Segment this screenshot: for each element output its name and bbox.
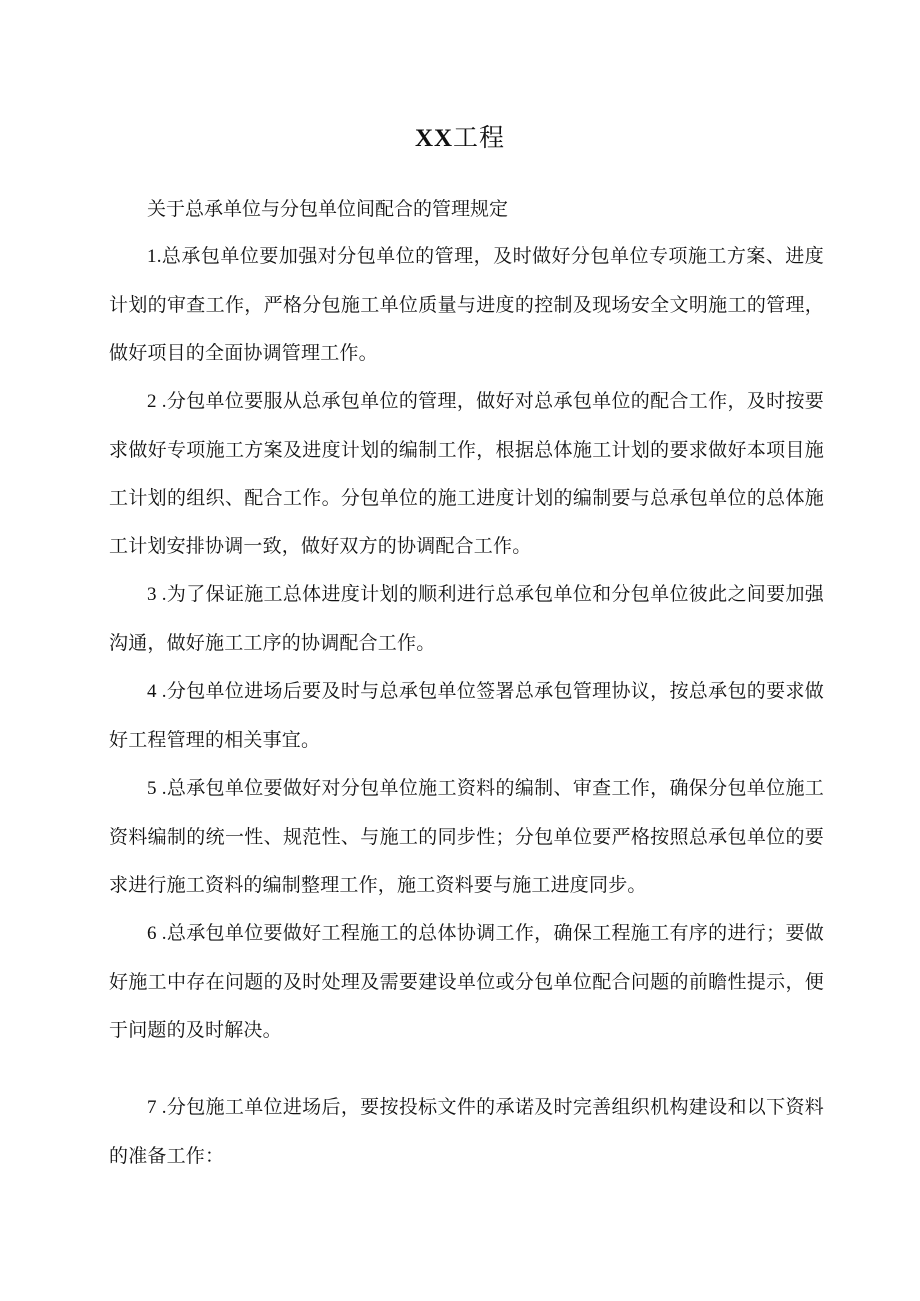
paragraph-6 [109,909,824,1054]
paragraph-block-7 [109,1083,824,1180]
paragraph-number: 3 . [147,584,167,605]
paragraph-number: 6 . [147,923,167,944]
paragraph-number: 4 . [147,681,167,702]
paragraph-number: 2 . [147,391,167,412]
paragraph-number: 7 . [147,1097,167,1118]
paragraph-5 [109,764,824,909]
paragraph-text: 分包单位进场后要及时与总承包单位签署总承包管理协议，按总承包的要求做好工程管理的相关事宜。 [109,680,824,751]
paragraph-3 [109,570,824,667]
paragraph-text: 分包单位要服从总承包单位的管理，做好对总承包单位的配合工作，及时按要求做好专项施工方案及进度计划的编制工作，根据总体施工计划的要求做好本项目施工计划的组织、配合工作。分包单位的施工进度计划的编制要与总承包单位的总体施工计划安排协调一致，做好双方的协调配合工作。 [109,390,824,557]
paragraph-1 [109,232,824,377]
paragraph-number: 5 . [147,778,167,799]
paragraph-number: 1. [147,246,162,267]
paragraph-text: 总承包单位要做好对分包单位施工资料的编制、审查工作，确保分包单位施工资料编制的统一性、规范性、与施工的同步性；分包单位要严格按照总承包单位的要求进行施工资料的编制整理工作，施工资料要与施工进度同步。 [109,777,824,896]
document-subtitle: 关于总承单位与分包单位间配合的管理规定 [147,198,509,220]
document-title [0,118,920,159]
paragraph-2 [109,377,824,570]
title-cjk-part: 工程 [453,123,506,152]
paragraph-text: 总承包单位要做好工程施工的总体协调工作，确保工程施工有序的进行；要做好施工中存在问题的及时处理及需要建设单位或分包单位配合问题的前瞻性提示，便于问题的及时解决。 [109,922,824,1041]
paragraph-7 [109,1083,824,1180]
paragraph-text: 分包施工单位进场后，要按投标文件的承诺及时完善组织机构建设和以下资料的准备工作： [109,1096,824,1167]
paragraph-block-1-6 [109,232,824,1054]
paragraph-4 [109,667,824,764]
paragraph-text: 为了保证施工总体进度计划的顺利进行总承包单位和分包单位彼此之间要加强沟通，做好施工工序的协调配合工作。 [109,583,824,654]
paragraph-text: 总承包单位要加强对分包单位的管理，及时做好分包单位专项施工方案、进度计划的审查工作，严格分包施工单位质量与进度的控制及现场安全文明施工的管理，做好项目的全面协调管理工作。 [109,245,824,364]
title-latin-part: XX [414,125,454,152]
